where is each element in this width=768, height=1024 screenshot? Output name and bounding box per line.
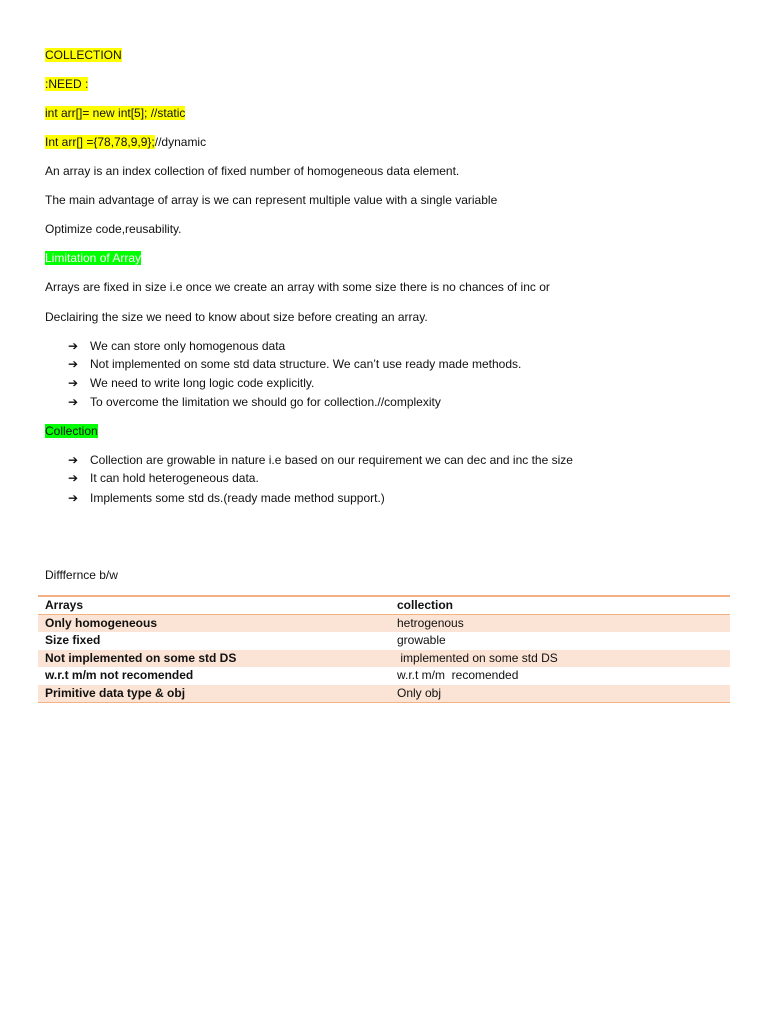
table-cell-arrays: w.r.t m/m not recomended — [45, 668, 194, 683]
collection-heading: Collection — [45, 424, 98, 438]
collection-heading-line — [45, 423, 98, 439]
list-item-text: We need to write long logic code explicitly. — [90, 376, 315, 390]
list-item — [68, 375, 314, 391]
table-cell-collection: growable — [397, 633, 446, 648]
table-row — [38, 667, 730, 685]
list-item — [68, 356, 521, 372]
arrow-right-icon: ➔ — [68, 339, 79, 353]
list-item-text: We can store only homogenous data — [90, 339, 286, 353]
list-item-text: To overcome the limitation we should go for collection.//complexity — [90, 395, 441, 409]
difference-table — [38, 595, 730, 703]
para-advantage: The main advantage of array is we can represent multiple value with a single variable — [45, 193, 498, 207]
arrow-right-icon: ➔ — [68, 395, 79, 409]
arrow-right-icon: ➔ — [68, 376, 79, 390]
arrow-right-icon: ➔ — [68, 453, 79, 467]
table-cell-collection: w.r.t m/m recomended — [397, 668, 519, 683]
table-cell-arrays: Not implemented on some std DS — [38, 650, 390, 668]
list-item — [68, 338, 285, 354]
heading-collection-line — [45, 47, 122, 63]
code-static-line — [45, 105, 185, 121]
list-item — [68, 394, 441, 410]
table-cell-arrays: Size fixed — [45, 633, 101, 648]
list-item — [68, 490, 385, 506]
code-dynamic-highlighted: Int arr[] ={78,78,9,9}; — [45, 135, 155, 149]
difference-label: Difffernce b/w — [45, 568, 118, 582]
need-label: :NEED : — [45, 77, 89, 91]
para-fixed-size: Arrays are fixed in size i.e once we create an array with some size there is no chances of inc or — [45, 280, 550, 294]
table-header-collection: collection — [390, 596, 730, 615]
code-dynamic-comment: //dynamic — [154, 135, 207, 149]
table-cell-arrays: Primitive data type & obj — [38, 685, 390, 703]
arrow-right-icon: ➔ — [68, 491, 79, 505]
table-row — [38, 632, 730, 650]
limitation-heading: Limitation of Array — [45, 251, 142, 265]
table-cell-collection: hetrogenous — [390, 615, 730, 633]
table-cell-arrays: Only homogeneous — [38, 615, 390, 633]
table-row — [38, 615, 730, 633]
list-item-text: Collection are growable in nature i.e based on our requirement we can dec and inc the size — [90, 453, 573, 467]
para-array-definition: An array is an index collection of fixed number of homogeneous data element. — [45, 164, 460, 178]
table-header-arrays: Arrays — [38, 596, 390, 615]
table-header-row — [38, 596, 730, 615]
limitation-heading-line — [45, 250, 141, 266]
code-static: int arr[]= new int[5]; //static — [45, 106, 186, 120]
table-cell-collection: Only obj — [390, 685, 730, 703]
para-optimize: Optimize code,reusability. — [45, 222, 182, 236]
need-label-line — [45, 76, 88, 92]
heading-collection: COLLECTION — [45, 48, 122, 62]
list-item-text: It can hold heterogeneous data. — [90, 471, 259, 485]
table-row — [38, 685, 730, 703]
arrow-right-icon: ➔ — [68, 471, 79, 485]
list-item-text: Implements some std ds.(ready made method support.) — [90, 491, 385, 505]
code-dynamic-line — [45, 134, 206, 150]
list-item-text: Not implemented on some std data structure. We can’t use ready made methods. — [90, 357, 522, 371]
table-cell-collection: implemented on some std DS — [390, 650, 730, 668]
para-declaring: Declairing the size we need to know about size before creating an array. — [45, 310, 428, 324]
arrow-right-icon: ➔ — [68, 357, 79, 371]
table-row — [38, 650, 730, 668]
list-item — [68, 470, 259, 486]
list-item — [68, 452, 573, 468]
